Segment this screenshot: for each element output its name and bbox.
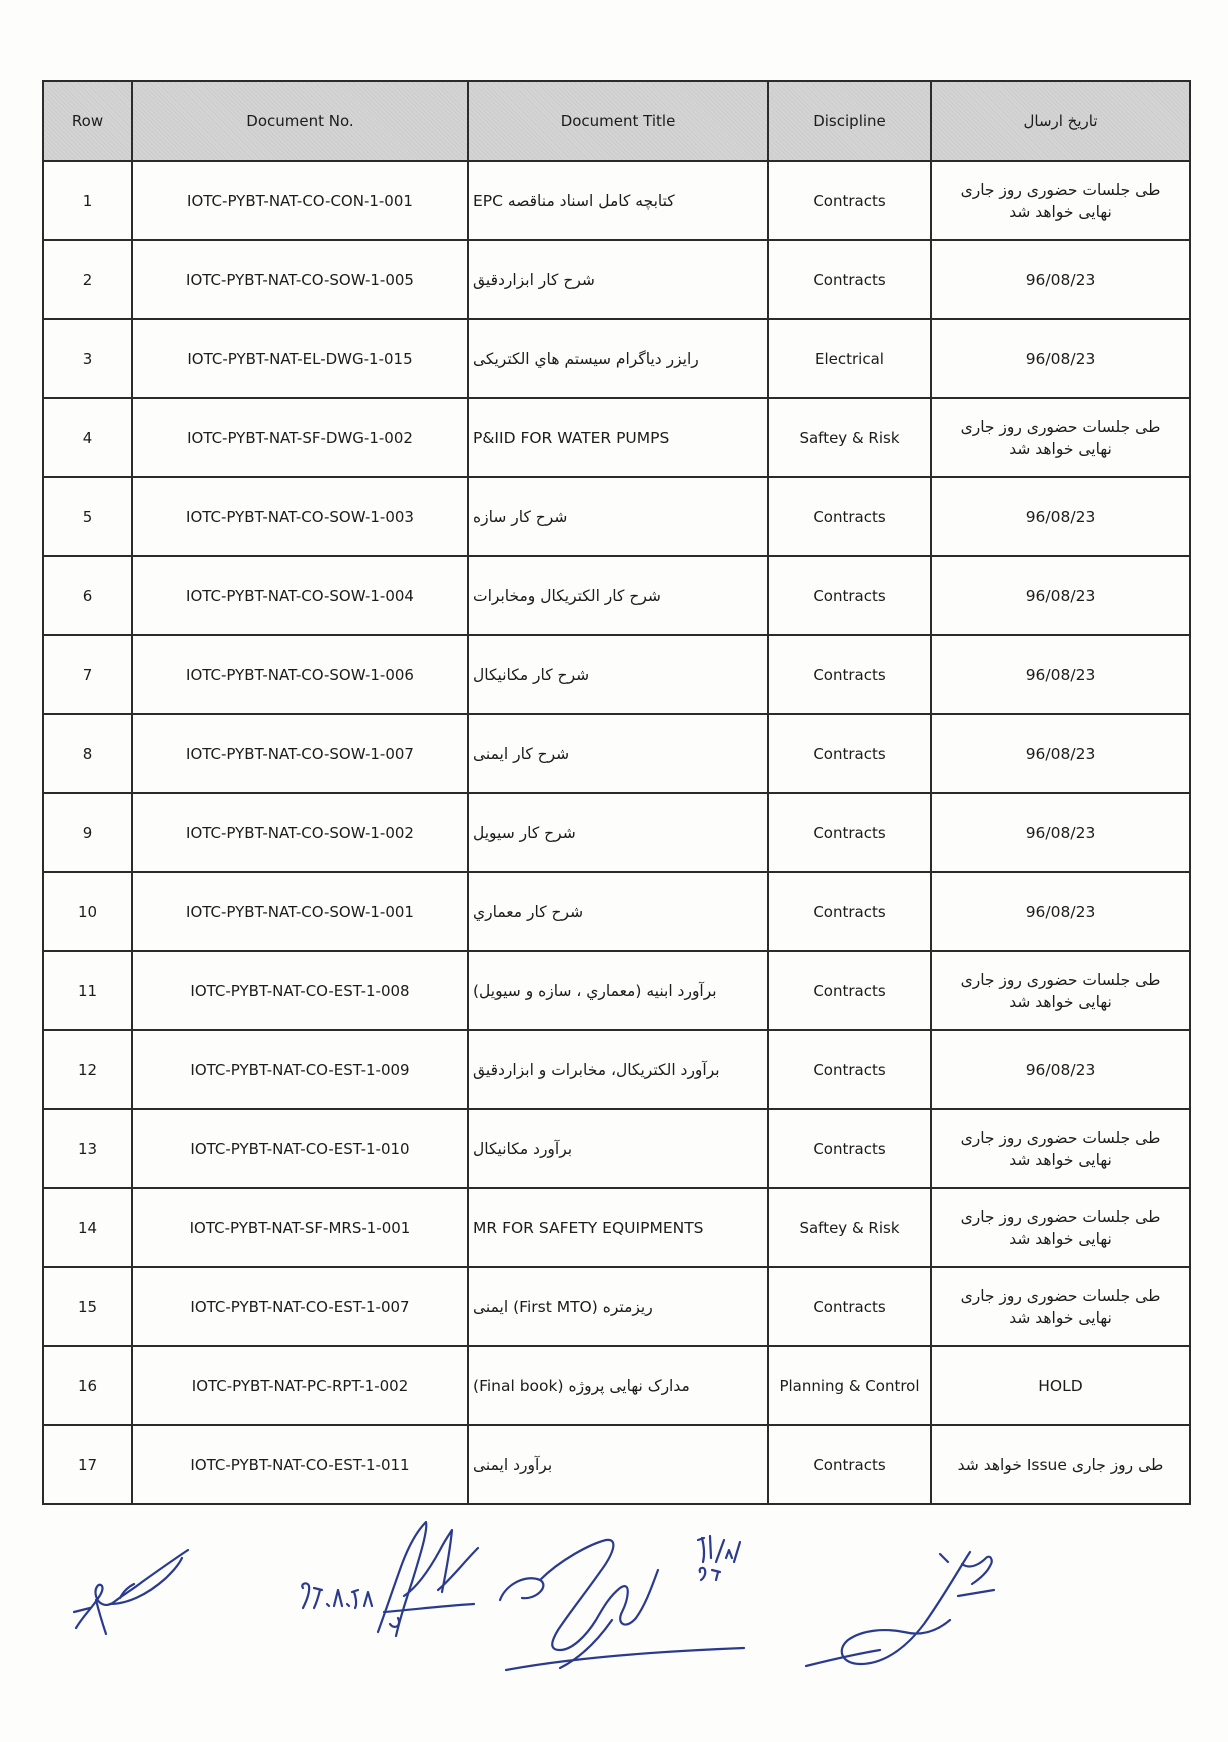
discipline-text: Contracts	[813, 981, 886, 1000]
cell-send-date	[931, 398, 1190, 477]
send-date-line: نهایی خواهد شد	[1009, 992, 1112, 1011]
cell-doc-no	[132, 872, 468, 951]
title-text: مدارک نهایی پروژه (Final book)	[473, 1376, 690, 1395]
header-row	[43, 81, 1190, 161]
row-text: 14	[77, 1218, 98, 1237]
discipline-text: Electrical	[815, 349, 884, 368]
cell-send-date	[931, 556, 1190, 635]
title-text: کتابچه کامل اسناد مناقصه EPC	[473, 191, 675, 210]
cell-row	[43, 1425, 132, 1504]
doc-no-text: IOTC-PYBT-NAT-CO-EST-1-009	[190, 1060, 410, 1079]
discipline-text: Contracts	[813, 1455, 886, 1474]
row-text: 4	[82, 428, 93, 447]
cell-send-date	[931, 1346, 1190, 1425]
cell-title	[468, 161, 768, 240]
discipline-text: Saftey & Risk	[799, 428, 900, 447]
cell-send-date	[931, 714, 1190, 793]
cell-title	[468, 240, 768, 319]
doc-no-text: IOTC-PYBT-NAT-SF-DWG-1-002	[187, 428, 413, 447]
cell-row	[43, 1188, 132, 1267]
table-row	[43, 556, 1190, 635]
send-date-line: نهایی خواهد شد	[1009, 1150, 1112, 1169]
table-row	[43, 1425, 1190, 1504]
row-text: 7	[82, 665, 93, 684]
table-row	[43, 872, 1190, 951]
doc-no-text: IOTC-PYBT-NAT-CO-SOW-1-003	[186, 507, 414, 526]
cell-row	[43, 1267, 132, 1346]
discipline-text: Contracts	[813, 1060, 886, 1079]
title-text: شرح کار سیویل	[473, 823, 576, 842]
row-text: 15	[77, 1297, 98, 1316]
cell-send-date	[931, 872, 1190, 951]
signature-2	[302, 1522, 478, 1636]
cell-send-date	[931, 1109, 1190, 1188]
title-text: برآورد الکتریکال، مخابرات و ابزاردقیق	[473, 1060, 720, 1079]
cell-send-date	[931, 1030, 1190, 1109]
discipline-text: Planning & Control	[779, 1376, 920, 1395]
title-text: ریزمتره (First MTO) ایمنی	[473, 1297, 653, 1316]
cell-doc-no	[132, 1188, 468, 1267]
doc-no-text: IOTC-PYBT-NAT-CO-SOW-1-005	[186, 270, 414, 289]
cell-title	[468, 1109, 768, 1188]
cell-discipline	[768, 1346, 931, 1425]
doc-no-text: IOTC-PYBT-NAT-CO-EST-1-007	[190, 1297, 410, 1316]
cell-title	[468, 1030, 768, 1109]
cell-row	[43, 714, 132, 793]
table-row	[43, 398, 1190, 477]
cell-doc-no	[132, 951, 468, 1030]
cell-discipline	[768, 951, 931, 1030]
send-date-line: طی جلسات حضوری روز جاری	[960, 1207, 1161, 1226]
cell-send-date	[931, 951, 1190, 1030]
cell-doc-no	[132, 1267, 468, 1346]
cell-doc-no	[132, 635, 468, 714]
send-date-line: 96/08/23	[1025, 507, 1096, 526]
cell-doc-no	[132, 793, 468, 872]
cell-row	[43, 793, 132, 872]
discipline-text: Contracts	[813, 586, 886, 605]
cell-discipline	[768, 1030, 931, 1109]
doc-no-text: IOTC-PYBT-NAT-PC-RPT-1-002	[191, 1376, 409, 1395]
title-text: شرح کار الکتریکال ومخابرات	[473, 586, 661, 605]
table-body	[43, 161, 1190, 1504]
cell-title	[468, 1425, 768, 1504]
cell-title	[468, 714, 768, 793]
send-date-line: طی جلسات حضوری روز جاری	[960, 1128, 1161, 1147]
table-row	[43, 714, 1190, 793]
cell-discipline	[768, 635, 931, 714]
send-date-line: 96/08/23	[1025, 665, 1096, 684]
cell-title	[468, 1267, 768, 1346]
cell-send-date	[931, 319, 1190, 398]
cell-row	[43, 635, 132, 714]
row-text: 1	[82, 191, 93, 210]
doc-no-text: IOTC-PYBT-NAT-EL-DWG-1-015	[187, 349, 413, 368]
doc-no-text: IOTC-PYBT-NAT-CO-EST-1-008	[190, 981, 410, 1000]
cell-discipline	[768, 319, 931, 398]
send-date-line: طی جلسات حضوری روز جاری	[960, 1286, 1161, 1305]
send-date-line: 96/08/23	[1025, 744, 1096, 763]
cell-discipline	[768, 1109, 931, 1188]
doc-no-text: IOTC-PYBT-NAT-CO-SOW-1-004	[186, 586, 414, 605]
doc-no-text: IOTC-PYBT-NAT-CO-CON-1-001	[187, 191, 413, 210]
cell-title	[468, 635, 768, 714]
cell-send-date	[931, 793, 1190, 872]
send-date-line: طی روز جاری Issue خواهد شد	[957, 1455, 1164, 1474]
table-row	[43, 477, 1190, 556]
doc-no-text: IOTC-PYBT-NAT-CO-SOW-1-002	[186, 823, 414, 842]
doc-no-text: IOTC-PYBT-NAT-CO-SOW-1-006	[186, 665, 414, 684]
cell-doc-no	[132, 240, 468, 319]
header-discipline: Discipline	[768, 81, 931, 161]
send-date-line: 96/08/23	[1025, 823, 1096, 842]
cell-doc-no	[132, 161, 468, 240]
table-header	[43, 81, 1190, 161]
doc-no-text: IOTC-PYBT-NAT-CO-EST-1-011	[190, 1455, 410, 1474]
title-text: برآورد ایمنی	[473, 1455, 553, 1474]
cell-row	[43, 1346, 132, 1425]
cell-send-date	[931, 635, 1190, 714]
send-date-line: 96/08/23	[1025, 902, 1096, 921]
table-row	[43, 1030, 1190, 1109]
send-date-line: 96/08/23	[1025, 349, 1096, 368]
discipline-text: Contracts	[813, 507, 886, 526]
signature-1	[74, 1550, 188, 1634]
title-text: شرح کار معماري	[473, 902, 584, 921]
title-text: برآورد مکانیکال	[473, 1139, 573, 1158]
table-row	[43, 1267, 1190, 1346]
title-text: شرح کار ایمنی	[473, 744, 570, 763]
cell-discipline	[768, 556, 931, 635]
cell-discipline	[768, 477, 931, 556]
cell-title	[468, 556, 768, 635]
send-date-line: نهایی خواهد شد	[1009, 1308, 1112, 1327]
cell-doc-no	[132, 398, 468, 477]
cell-row	[43, 1109, 132, 1188]
table-row	[43, 319, 1190, 398]
table-row	[43, 1346, 1190, 1425]
send-date-line: نهایی خواهد شد	[1009, 202, 1112, 221]
cell-send-date	[931, 1188, 1190, 1267]
discipline-text: Contracts	[813, 665, 886, 684]
cell-doc-no	[132, 477, 468, 556]
cell-doc-no	[132, 714, 468, 793]
table-row	[43, 1109, 1190, 1188]
table-row	[43, 793, 1190, 872]
row-text: 16	[77, 1376, 98, 1395]
cell-discipline	[768, 161, 931, 240]
cell-doc-no	[132, 1030, 468, 1109]
cell-row	[43, 477, 132, 556]
discipline-text: Contracts	[813, 1297, 886, 1316]
cell-send-date	[931, 240, 1190, 319]
table-row	[43, 161, 1190, 240]
cell-discipline	[768, 793, 931, 872]
cell-row	[43, 398, 132, 477]
discipline-text: Contracts	[813, 270, 886, 289]
row-text: 3	[82, 349, 93, 368]
row-text: 12	[77, 1060, 98, 1079]
cell-discipline	[768, 1267, 931, 1346]
cell-send-date	[931, 1267, 1190, 1346]
row-text: 8	[82, 744, 93, 763]
table-row	[43, 635, 1190, 714]
send-date-line: نهایی خواهد شد	[1009, 1229, 1112, 1248]
doc-no-text: IOTC-PYBT-NAT-CO-SOW-1-007	[186, 744, 414, 763]
title-text: برآورد ابنیه (معماري ، سازه و سیویل)	[473, 981, 717, 1000]
document-list-table	[42, 80, 1191, 1505]
cell-row	[43, 161, 132, 240]
send-date-line: نهایی خواهد شد	[1009, 439, 1112, 458]
cell-title	[468, 872, 768, 951]
send-date-line: طی جلسات حضوری روز جاری	[960, 970, 1161, 989]
discipline-text: Contracts	[813, 191, 886, 210]
cell-discipline	[768, 872, 931, 951]
discipline-text: Contracts	[813, 823, 886, 842]
row-text: 2	[82, 270, 93, 289]
send-date-line: HOLD	[1038, 1376, 1083, 1395]
cell-discipline	[768, 240, 931, 319]
header-document-no: Document No.	[132, 81, 468, 161]
cell-send-date	[931, 1425, 1190, 1504]
cell-row	[43, 1030, 132, 1109]
cell-doc-no	[132, 1346, 468, 1425]
send-date-line: طی جلسات حضوری روز جاری	[960, 417, 1161, 436]
cell-title	[468, 1346, 768, 1425]
table-row	[43, 951, 1190, 1030]
row-text: 9	[82, 823, 93, 842]
cell-doc-no	[132, 319, 468, 398]
send-date-line: 96/08/23	[1025, 270, 1096, 289]
cell-row	[43, 951, 132, 1030]
title-text: P&IID FOR WATER PUMPS	[473, 428, 670, 447]
signatures-area	[0, 1500, 1228, 1700]
title-text: شرح کار مکانیکال	[473, 665, 590, 684]
cell-row	[43, 872, 132, 951]
header-row-number: Row	[43, 81, 132, 161]
row-text: 5	[82, 507, 93, 526]
row-text: 10	[77, 902, 98, 921]
doc-no-text: IOTC-PYBT-NAT-CO-EST-1-010	[190, 1139, 410, 1158]
cell-discipline	[768, 714, 931, 793]
cell-doc-no	[132, 556, 468, 635]
discipline-text: Saftey & Risk	[799, 1218, 900, 1237]
doc-no-text: IOTC-PYBT-NAT-CO-SOW-1-001	[186, 902, 414, 921]
send-date-line: 96/08/23	[1025, 586, 1096, 605]
cell-send-date	[931, 161, 1190, 240]
cell-discipline	[768, 1188, 931, 1267]
row-text: 17	[77, 1455, 98, 1474]
signature-3	[500, 1536, 744, 1670]
cell-row	[43, 319, 132, 398]
cell-row	[43, 556, 132, 635]
discipline-text: Contracts	[813, 1139, 886, 1158]
row-text: 6	[82, 586, 93, 605]
doc-no-text: IOTC-PYBT-NAT-SF-MRS-1-001	[189, 1218, 411, 1237]
cell-doc-no	[132, 1109, 468, 1188]
row-text: 13	[77, 1139, 98, 1158]
send-date-line: 96/08/23	[1025, 1060, 1096, 1079]
title-text: شرح کار سازه	[473, 507, 568, 526]
cell-title	[468, 1188, 768, 1267]
cell-discipline	[768, 1425, 931, 1504]
cell-title	[468, 319, 768, 398]
signature-4	[806, 1552, 994, 1666]
title-text: شرح کار ابزاردقیق	[473, 270, 595, 289]
header-send-date: تاریخ ارسال	[931, 81, 1190, 161]
cell-discipline	[768, 398, 931, 477]
cell-title	[468, 793, 768, 872]
discipline-text: Contracts	[813, 902, 886, 921]
cell-title	[468, 477, 768, 556]
header-document-title: Document Title	[468, 81, 768, 161]
row-text: 11	[77, 981, 98, 1000]
cell-title	[468, 398, 768, 477]
cell-send-date	[931, 477, 1190, 556]
title-text: MR FOR SAFETY EQUIPMENTS	[473, 1218, 704, 1237]
cell-doc-no	[132, 1425, 468, 1504]
cell-row	[43, 240, 132, 319]
cell-title	[468, 951, 768, 1030]
table-row	[43, 240, 1190, 319]
discipline-text: Contracts	[813, 744, 886, 763]
title-text: رایزر دیاگرام سیستم هاي الکتریکی	[473, 349, 699, 368]
send-date-line: طی جلسات حضوری روز جاری	[960, 180, 1161, 199]
table-row	[43, 1188, 1190, 1267]
